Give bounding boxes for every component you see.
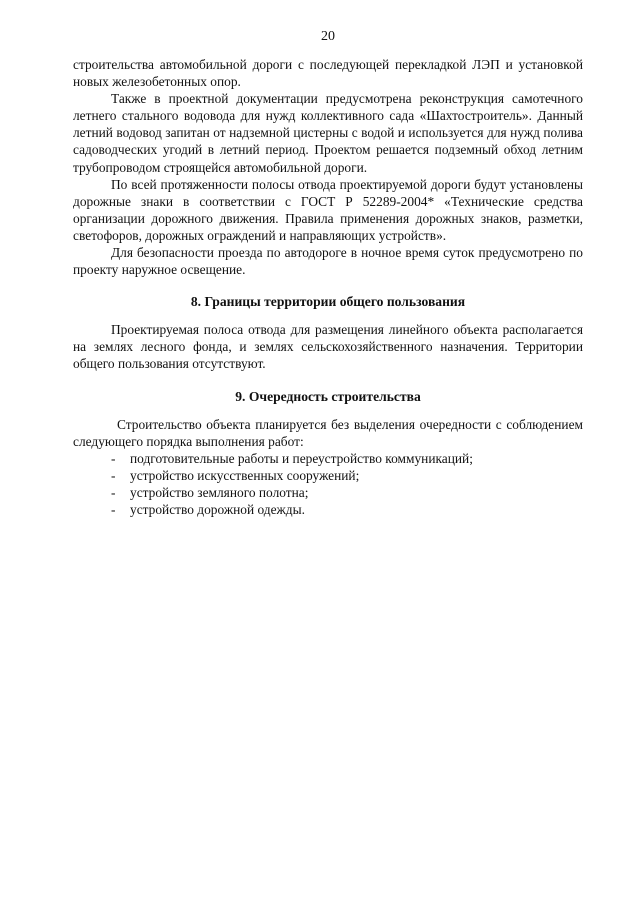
list-item — [73, 501, 583, 518]
list-item-text: устройство искусственных сооружений; — [130, 467, 360, 483]
section-8-text: Проектируемая полоса отвода для размещения линейного объекта располагается на землях лесного фонда, и землях сельскохозяйственного назначения. Территории общего пользования отсутствуют. — [73, 322, 583, 372]
list-item-text: устройство дорожной одежды. — [130, 502, 305, 518]
paragraph-lighting: Для безопасности проезда по автодороге в ночное время суток предусмотрено по проекту наружное освещение. — [73, 245, 583, 278]
document-page — [73, 28, 583, 519]
list-dash: - — [111, 485, 116, 501]
list-dash: - — [111, 467, 116, 483]
section-8-title: 8. Границы территории общего пользования — [190, 294, 466, 310]
list-item — [73, 467, 583, 484]
section-9-text: Строительство объекта планируется без выделения очередности с соблюдением следующего порядка выполнения работ: — [73, 416, 583, 449]
list-dash: - — [111, 502, 116, 518]
list-item — [73, 450, 583, 467]
paragraph-road-signs: По всей протяженности полосы отвода проектируемой дороги будут установлены дорожные знаки в соответствии с ГОСТ Р 52289-2004* «Технические средства организации дорожного движения. Правила применения дорожных знаков, разметки, светофоров, дорожных ограждений и направляющих устройств». — [73, 176, 583, 243]
page-number: 20 — [321, 29, 335, 44]
list-dash: - — [111, 450, 116, 466]
works-order-list — [73, 450, 583, 519]
paragraph-continuation: строительства автомобильной дороги с последующей перекладкой ЛЭП и установкой новых железобетонных опор. — [73, 57, 583, 90]
list-item — [73, 484, 583, 501]
section-9-title: 9. Очередность строительства — [235, 388, 421, 404]
list-item-text: устройство земляного полотна; — [130, 485, 309, 501]
paragraph-water-pipeline: Также в проектной документации предусмотрена реконструкция самотечного летнего стального водовода для нужд коллективного сада «Шахтостроитель». Данный летний водовод запитан от надземной цистерны с водой и используется для нужд полива садоводческих угодий в летний период. Проектом решается подземный обход летним трубопроводом строящейся автомобильной дороги. — [73, 91, 583, 175]
list-item-text: подготовительные работы и переустройство коммуникаций; — [130, 450, 473, 466]
